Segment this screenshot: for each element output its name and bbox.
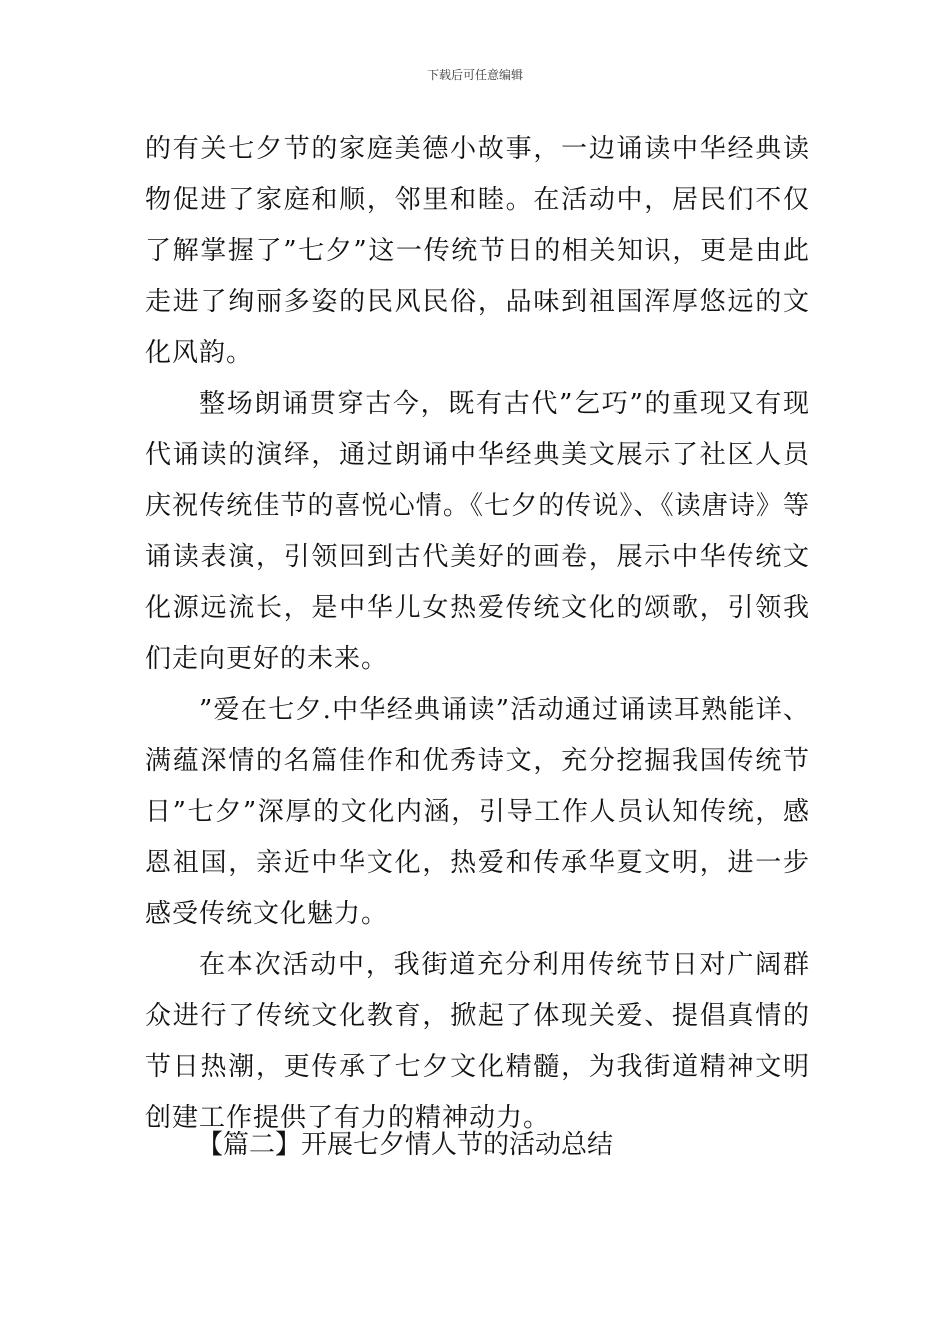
header-note: 下载后可任意编辑 — [426, 68, 523, 82]
paragraph-4: 在本次活动中，我街道充分利用传统节日对广阔群众进行了传统文化教育，掀起了体现关爱、提倡真情的节日热潮，更传承了七夕文化精髓，为我街道精神文明创建工作提供了有力的精神动力。 — [145, 950, 810, 1133]
section-heading: 【篇二】开展七夕情人节的活动总结 — [197, 1130, 614, 1160]
paragraph-1: 的有关七夕节的家庭美德小故事，一边诵读中华经典读物促进了家庭和顺，邻里和睦。在活动中，居民们不仅了解掌握了”七夕”这一传统节日的相关知识，更是由此走进了绚丽多姿的民风民俗，品味到祖国浑厚悠远的文化风韵。 — [145, 134, 810, 368]
paragraph-2: 整场朗诵贯穿古今，既有古代”乞巧”的重现又有现代诵读的演绎，通过朗诵中华经典美文展示了社区人员庆祝传统佳节的喜悦心情。《七夕的传说》、《读唐诗》等诵读表演，引领回到古代美好的画卷，展示中华传统文化源远流长，是中华儿女热爱传统文化的颂歌，引领我们走向更好的未来。 — [145, 389, 810, 674]
body-text — [145, 124, 810, 1144]
paragraph-3: ”爱在七夕.中华经典诵读”活动通过诵读耳熟能详、满蕴深情的名篇佳作和优秀诗文，充分挖掘我国传统节日”七夕”深厚的文化内涵，引导工作人员认知传统，感恩祖国，亲近中华文化，热爱和传承华夏文明，进一步感受传统文化魅力。 — [145, 695, 810, 929]
